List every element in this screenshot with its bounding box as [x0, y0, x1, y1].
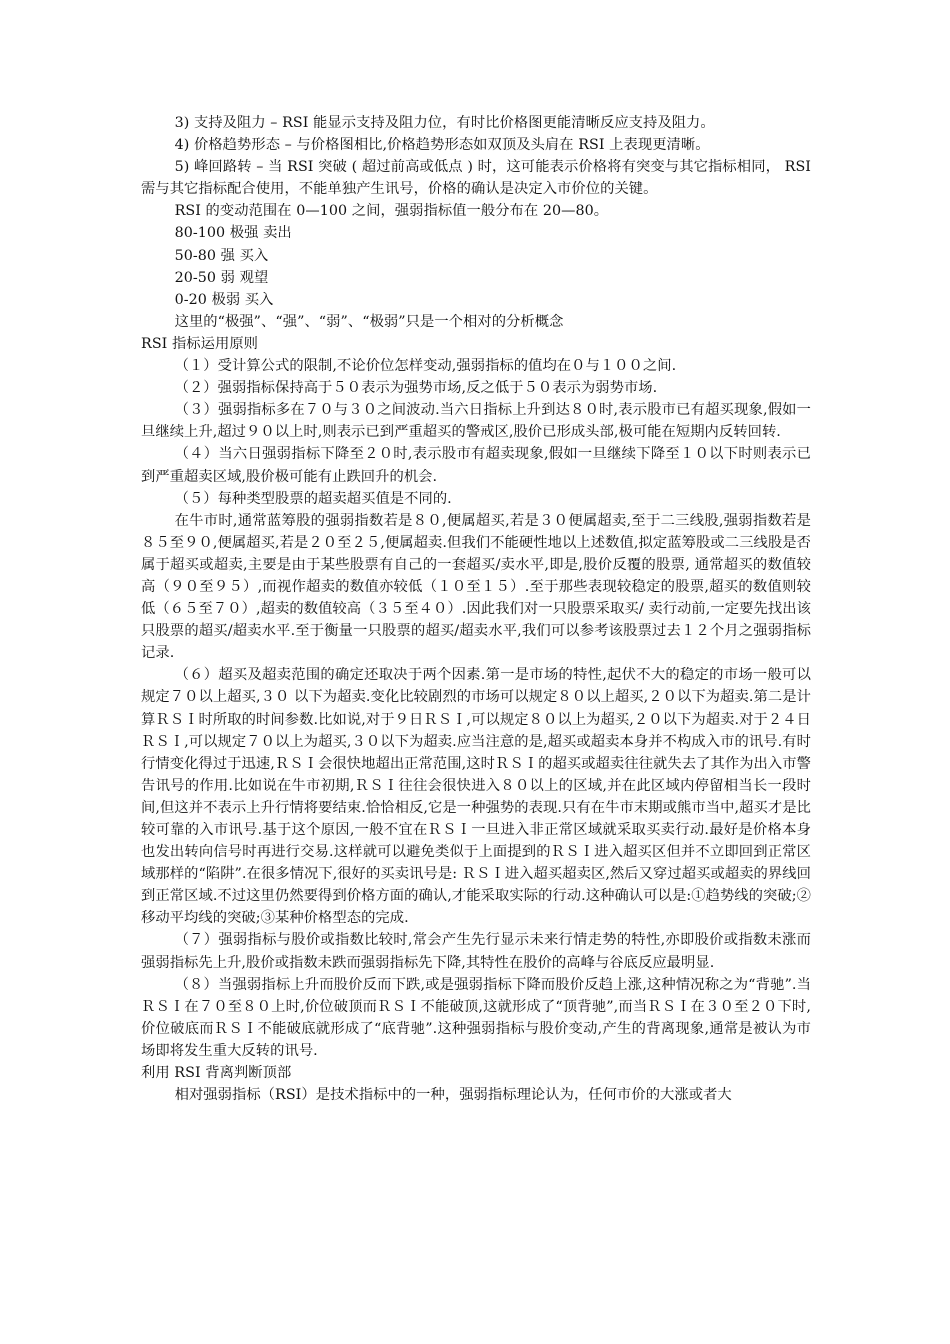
body-paragraph: 4) 价格趋势形态 – 与价格图相比,价格趋势形态如双顶及头肩在 RSI 上表现更清晰。	[174, 137, 710, 154]
body-paragraph: （７）强弱指标与股价或指数比较时,常会产生先行显示未来行情走势的特性,亦即股价或指数未涨而强弱指标先上升,股价或指数未跌而强弱指标先下降,其特性在股价的高峰与谷底反应最明显.	[141, 932, 811, 971]
body-paragraph: （４）当六日强弱指标下降至２０时,表示股市有超卖现象,假如一旦继续下降至１０以下时则表示已到严重超卖区域,股价极可能有止跌回升的机会.	[141, 446, 811, 485]
body-paragraph: （５）每种类型股票的超卖超买值是不同的.	[174, 490, 452, 507]
body-paragraph: 80-100 极强 卖出	[174, 225, 292, 242]
document-page	[141, 112, 811, 1106]
body-paragraph: 0-20 极弱 买入	[174, 291, 274, 308]
body-paragraph: RSI 的变动范围在 0—100 之间，强弱指标值一般分布在 20—80。	[174, 203, 609, 220]
body-paragraph: 50-80 强 买入	[174, 247, 269, 264]
body-paragraph: （１）受计算公式的限制,不论价位怎样变动,强弱指标的值均在０与１００之间.	[174, 358, 677, 375]
body-paragraph: （２）强弱指标保持高于５０表示为强势市场,反之低于５０表示为弱势市场.	[174, 380, 658, 397]
body-paragraph: 20-50 弱 观望	[174, 269, 269, 286]
body-paragraph: 这里的“极强”、“强”、“弱”、“极弱”只是一个相对的分析概念	[174, 313, 564, 330]
body-paragraph: 相对强弱指标（RSI）是技术指标中的一种，强弱指标理论认为，任何市价的大涨或者大	[174, 1087, 732, 1104]
body-paragraph: 5) 峰回路转 – 当 RSI 突破 ( 超过前高或低点 ) 时，这可能表示价格将有突变与其它指标相同， RSI 需与其它指标配合使用，不能单独产生讯号，价格的确认是决定入市价位的关键。	[141, 159, 811, 198]
section-heading: 利用 RSI 背离判断顶部	[141, 1065, 292, 1082]
section-heading: RSI 指标运用原则	[141, 335, 259, 352]
body-paragraph: （３）强弱指标多在７０与３０之间波动.当六日指标上升到达８０时,表示股市已有超买现象,假如一旦继续上升,超过９０以上时,则表示已到严重超买的警戒区,股价已形成头部,极可能在短期内反转回转.	[141, 402, 811, 441]
body-paragraph: 在牛市时,通常蓝筹股的强弱指数若是８０,便属超买,若是３０便属超卖,至于二三线股,强弱指数若是８５至９０,便属超买,若是２０至２５,便属超卖.但我们不能硬性地以上述数值,拟定蓝筹股或二三线股是否属于超买或超卖,主要是由于某些股票有自己的一套超买/卖水平,即是,股价反覆的股票, 通常超买的数值较高（９０至９５）,而视作超卖的数值亦较低（１０至１５）.至于那些表现较稳定的股票,超买的数值则较低（６５至７０）,超卖的数值较高（３５至４０）.因此我们对一只股票采取买/ 卖行动前,一定要先找出该只股票的超买/超卖水平.至于衡量一只股票的超买/超卖水平,我们可以参考该股票过去１２个月之强弱指标记录.	[141, 512, 811, 662]
body-paragraph: 3) 支持及阻力 – RSI 能显示支持及阻力位，有时比价格图更能清晰反应支持及阻力。	[174, 115, 715, 131]
body-paragraph: （６）超买及超卖范围的确定还取决于两个因素.第一是市场的特性,起伏不大的稳定的市场一般可以规定７０以上超买,３０ 以下为超卖.变化比较剧烈的市场可以规定８０以上超买,２０以下为超卖.第二是计算ＲＳＩ时所取的时间参数.比如说,对于９日ＲＳＩ,可以规定８０以上为超买,２０以下为超卖.对于２４日ＲＳＩ,可以规定７０以上为超买,３０以下为超卖.应当注意的是,超买或超卖本身并不构成入市的讯号.有时行情变化得过于迅速,ＲＳＩ会很快地超出正常范围,这时ＲＳＩ的超买或超卖往往就失去了其作为出入市警告讯号的作用.比如说在牛市初期,ＲＳＩ往往会很快进入８０以上的区域,并在此区域内停留相当长一段时间,但这并不表示上升行情将要结束.恰恰相反,它是一种强势的表现.只有在牛市末期或熊市当中,超买才是比较可靠的入市讯号.基于这个原因,一般不宜在ＲＳＩ一旦进入非正常区域就采取买卖行动.最好是价格本身也发出转向信号时再进行交易.这样就可以避免类似于上面提到的ＲＳＩ进入超买区但并不立即回到正常区域那样的“陷阱”.在很多情况下,很好的买卖讯号是: ＲＳＩ进入超买超卖区,然后又穿过超买或超卖的界线回到正常区域.不过这里仍然要得到价格方面的确认,才能采取实际的行动.这种确认可以是:①趋势线的突破;②移动平均线的突破;③某种价格型态的完成.	[141, 667, 811, 927]
body-paragraph: （８）当强弱指标上升而股价反而下跌,或是强弱指标下降而股价反趋上涨,这种情况称之为“背驰”.当ＲＳＩ在７０至８０上时,价位破顶而ＲＳＩ不能破顶,这就形成了“顶背驰”,而当ＲＳＩ在３０至２０下时,价位破底而ＲＳＩ不能破底就形成了“底背驰”.这种强弱指标与股价变动,产生的背离现象,通常是被认为市场即将发生重大反转的讯号.	[141, 976, 811, 1059]
